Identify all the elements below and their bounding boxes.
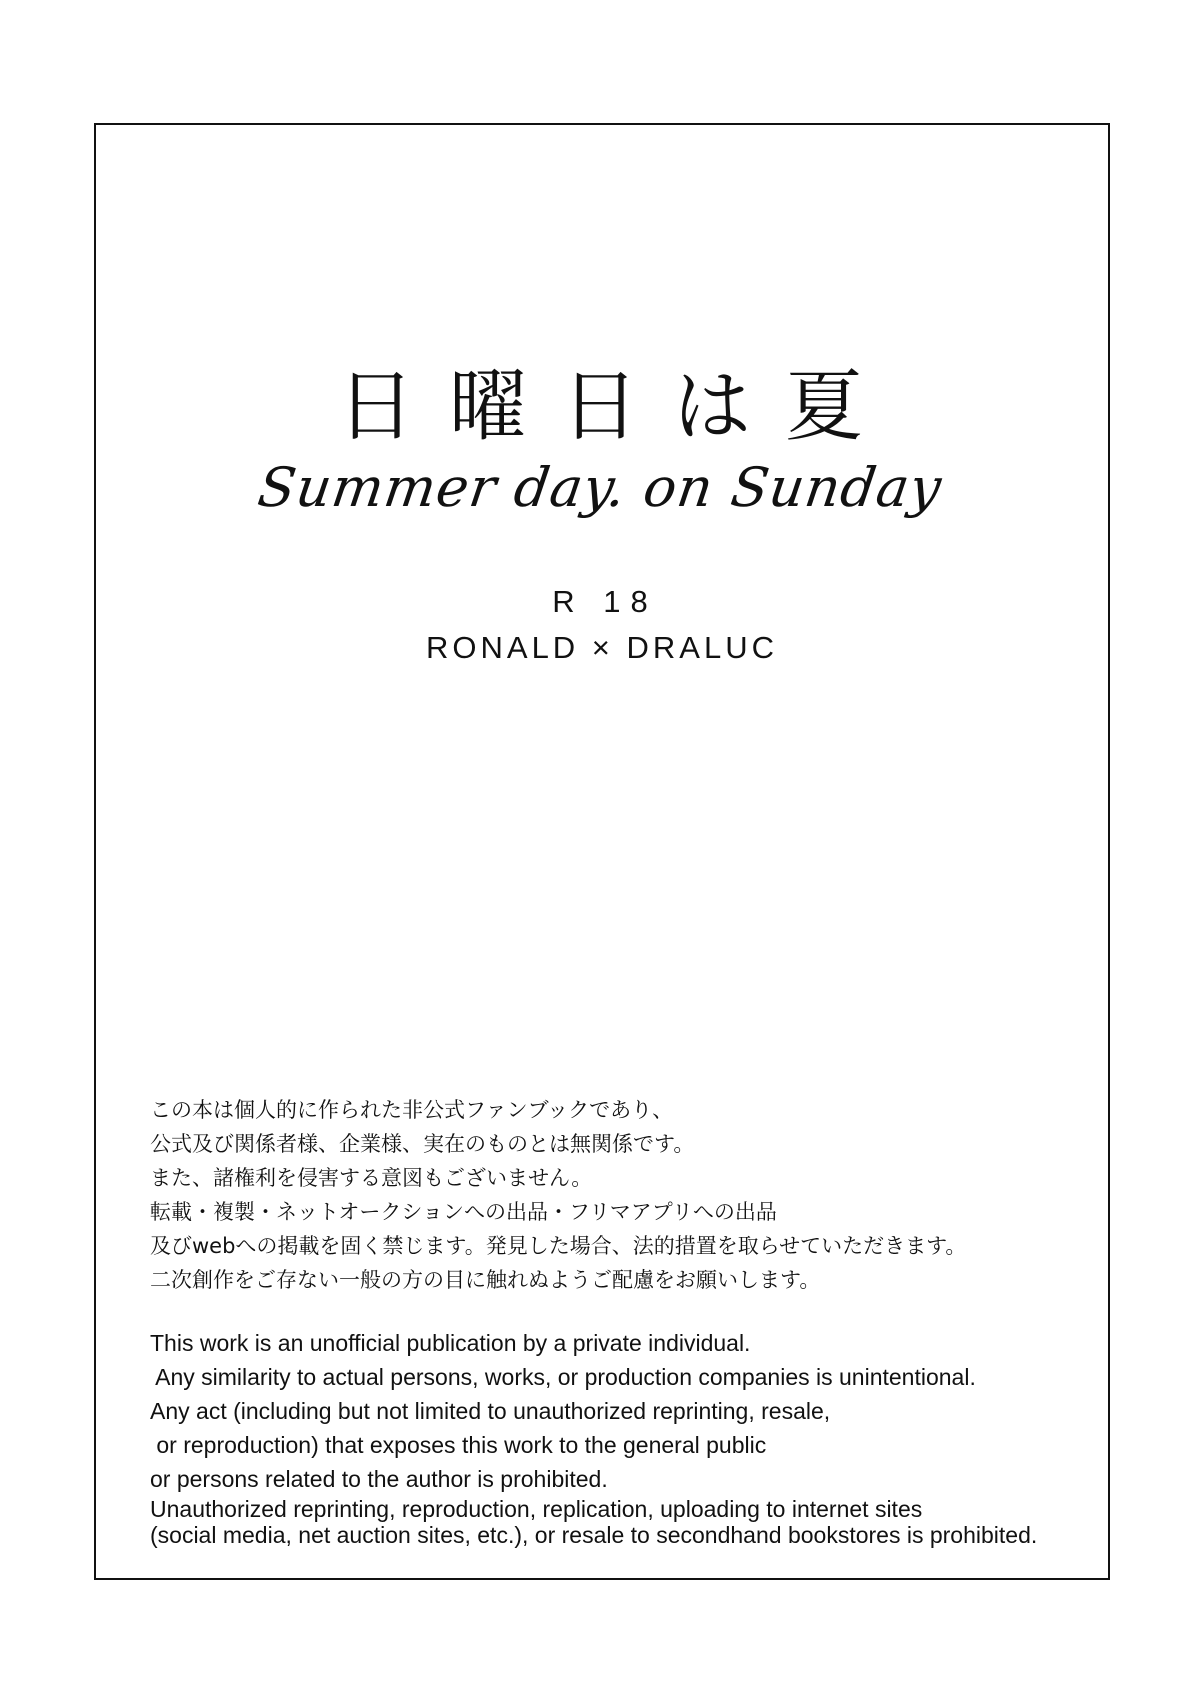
age-rating: R 18	[552, 584, 658, 619]
japanese-notice	[150, 1093, 1050, 1297]
en-notice-line: Any act (including but not limited to unauthorized reprinting, resale,	[150, 1398, 831, 1424]
jp-notice-line: 二次創作をご存ない一般の方の目に触れぬようご配慮をお願いします。	[150, 1268, 821, 1292]
jp-notice-line: この本は個人的に作られた非公式ファンブックであり、	[150, 1098, 674, 1122]
en-notice-line: or persons related to the author is prohibited.	[150, 1466, 608, 1492]
title-japanese: 日曜日は夏	[336, 362, 897, 452]
english-notice	[150, 1326, 1070, 1548]
en-notice-line: Unauthorized reprinting, reproduction, replication, uploading to internet sites	[150, 1496, 923, 1522]
en-notice-line: Any similarity to actual persons, works, or production companies is unintentional.	[150, 1364, 976, 1390]
title-english-handwritten: Summer day. on Sunday	[254, 456, 946, 519]
jp-notice-line: また、諸権利を侵害する意図もございません。	[150, 1166, 593, 1190]
jp-notice-line: 及びwebへの掲載を固く禁じます。発見した場合、法的措置を取らせていただきます。	[150, 1234, 967, 1258]
en-notice-line: or reproduction) that exposes this work to the general public	[150, 1432, 767, 1458]
pairing-label: RONALD × DRALUC	[426, 630, 778, 665]
jp-notice-line: 公式及び関係者様、企業様、実在のものとは無関係です。	[150, 1132, 695, 1156]
jp-notice-line: 転載・複製・ネットオークションへの出品・フリマアプリへの出品	[150, 1200, 777, 1224]
en-notice-line: This work is an unofficial publication by a private individual.	[150, 1330, 751, 1356]
en-notice-line: (social media, net auction sites, etc.), or resale to secondhand bookstores is prohibited.	[150, 1522, 1038, 1548]
